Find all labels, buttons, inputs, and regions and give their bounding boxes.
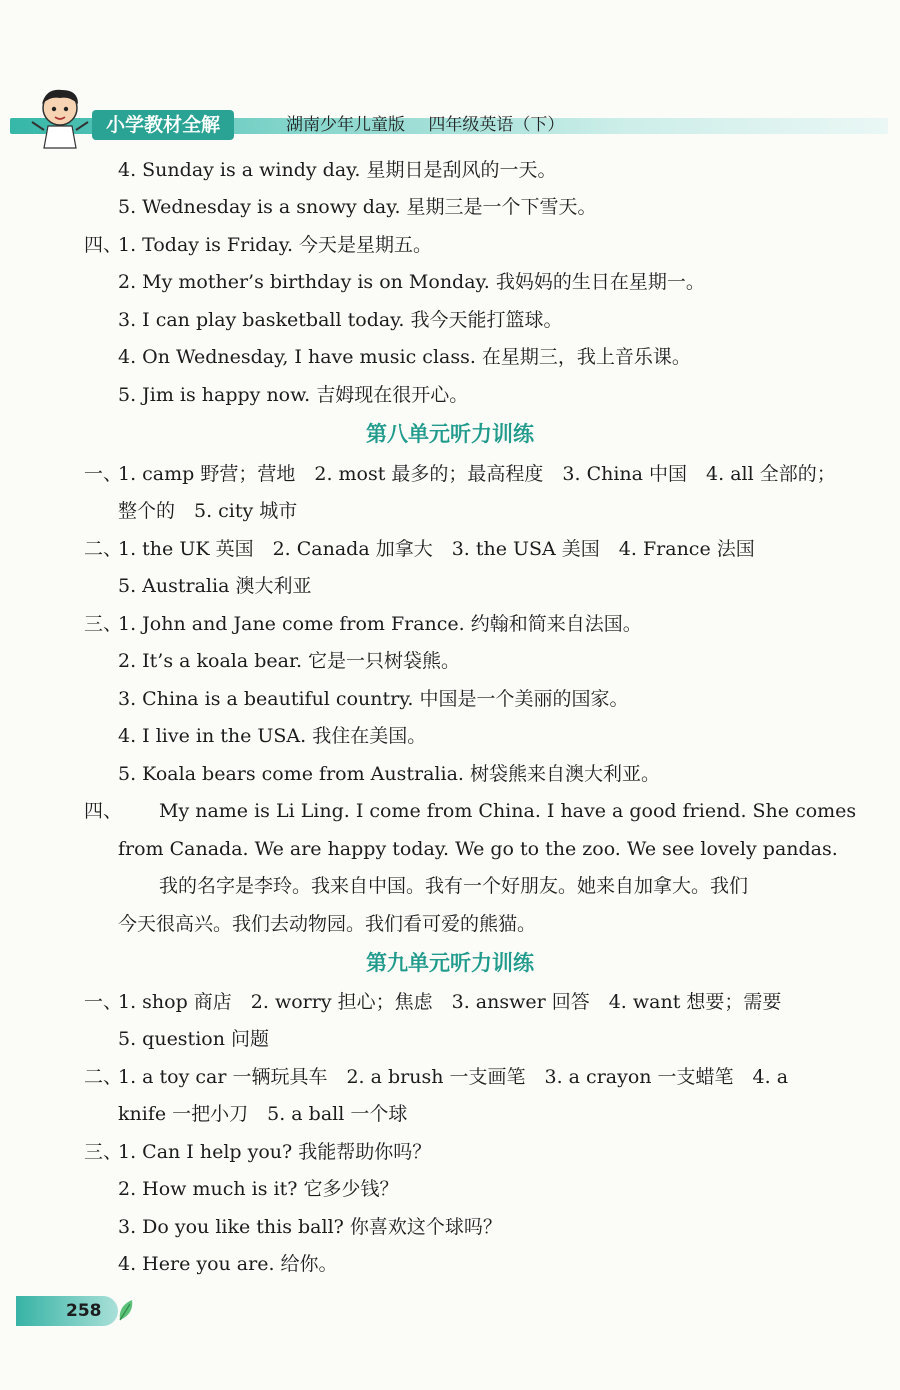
book-series-badge: 小学教材全解 [92,110,234,140]
grade-subject-label: 四年级英语（下） [428,115,565,135]
book-info [286,110,582,140]
unit8-title: 第八单元听力训练 [366,422,534,446]
leaf-icon [116,1298,136,1322]
boy-mascot-icon [26,86,96,150]
unit9-title: 第九单元听力训练 [366,951,534,975]
page-number: 258 [66,1301,102,1321]
page-header [0,80,900,150]
publisher-label: 湖南少年儿童版 [286,115,405,135]
